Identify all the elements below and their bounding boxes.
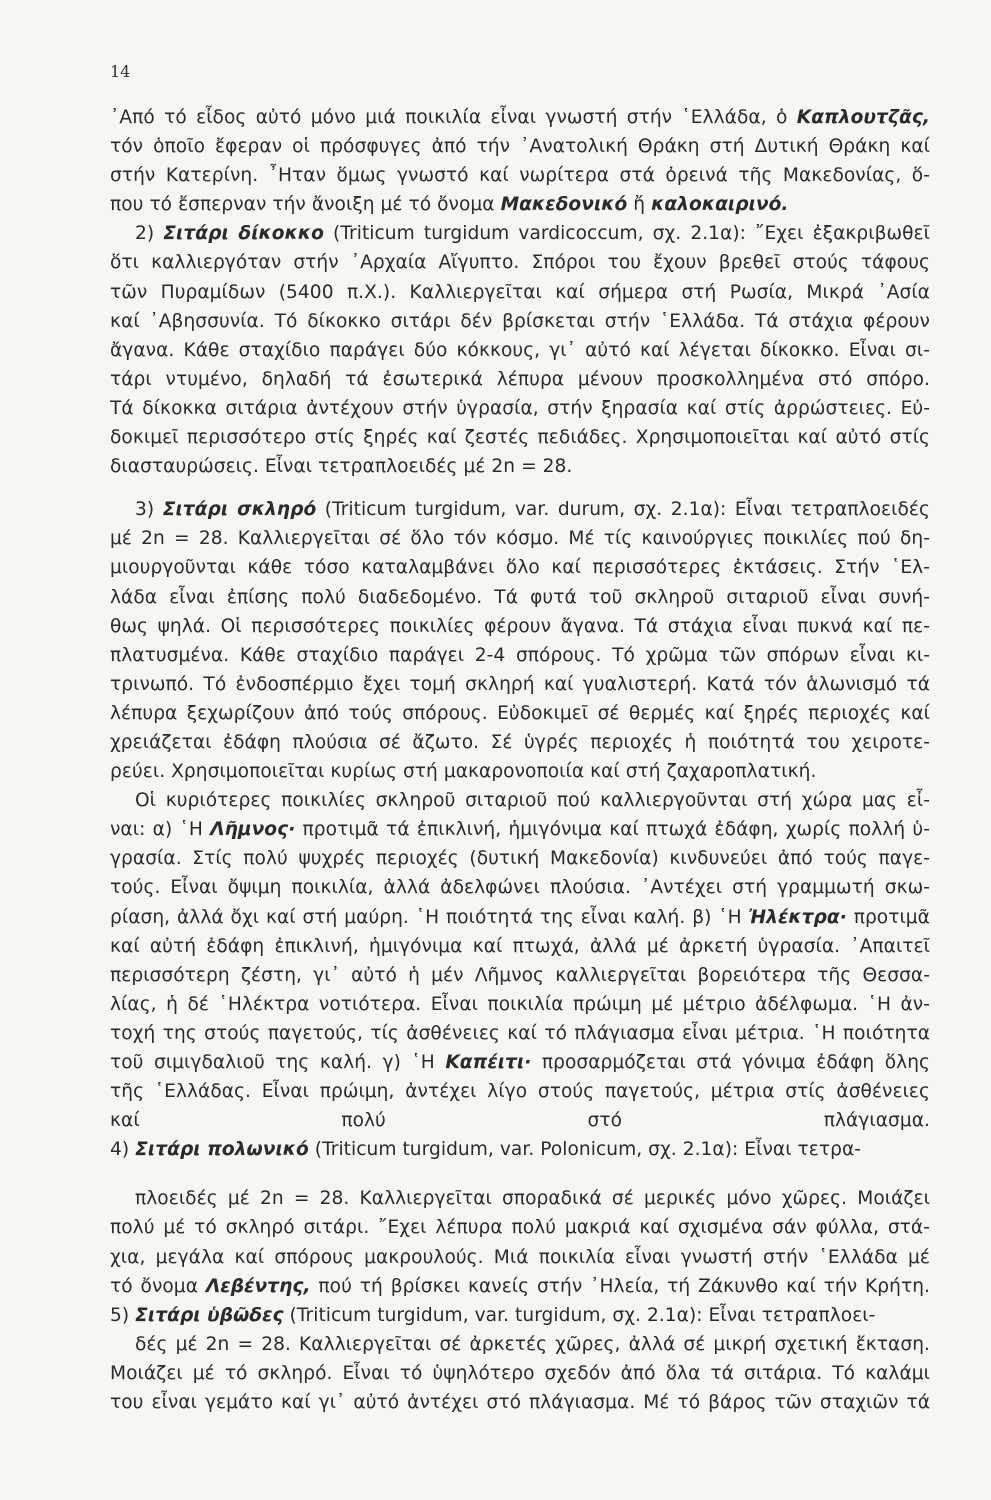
text-run: μιουργοῦνται κάθε τόσο καταλαμβάνει ὅλο καί περισσότερες ἐκτάσεις. Στήν ῾Ελ- <box>110 557 930 579</box>
variety-name: Λῆμνος· <box>210 819 296 841</box>
text-line <box>110 612 930 641</box>
text-line <box>110 932 930 961</box>
text-run: ἤ <box>627 194 652 216</box>
text-line <box>110 873 930 902</box>
variety-name: Καπλουτζᾶς, <box>796 107 930 128</box>
text-line <box>110 844 930 873</box>
text-run: 5) <box>110 1304 136 1326</box>
text-run: 3) <box>135 499 163 521</box>
text-run: τόν ὁποῖο ἔφεραν οἱ πρόσφυγες ἀπό τήν ᾽Ανατολική Θράκη στή Δυτική Θράκη καί <box>110 136 930 158</box>
text-run: ᾽Από τό εἶδος αὐτό μόνο μιά ποικιλία εἶναι γνωστή στήν ῾Ελλάδα, ὁ <box>110 107 797 128</box>
text-line <box>110 1184 930 1213</box>
text-line <box>110 1135 930 1164</box>
text-run: ναι: α) ῾Η <box>110 819 211 841</box>
text-run: 2) <box>135 223 164 245</box>
text-run: πλοειδές μέ 2n = 28. Καλλιεργεῖται σποραδικά σέ μερικές μόνο χῶρες. Μοιάζει <box>135 1188 930 1210</box>
text-line <box>110 452 930 481</box>
text-line <box>110 1019 930 1048</box>
text-line <box>110 1106 930 1135</box>
text-line <box>110 728 930 757</box>
text-line <box>110 132 930 161</box>
text-run: ρεύει. Χρησιμοποιεῖται κυρίως στή μακαρονοποιία καί στή ζαχαροπλατική. <box>110 761 817 783</box>
text-line <box>110 553 930 582</box>
text-run: προτιμᾶ τά ἐπικλινή, ἡμιγόνιμα καί πτωχά ἐδάφη, χωρίς πολλή ὑ- <box>295 819 930 841</box>
text-run: τῆς ῾Ελλάδας. Εἶναι πρώιμη, ἀντέχει λίγο στούς παγετούς, μέτρια στίς ἀσθένειες <box>110 1081 930 1103</box>
text-run: διασταυρώσεις. Εἶναι τετραπλοειδές μέ 2n = 28. <box>110 456 573 478</box>
text-line <box>110 248 930 277</box>
text-line <box>110 583 930 612</box>
text-run: προτιμᾶ <box>846 906 930 928</box>
text-run: καί αὐτή ἐδάφη ἐπικλινή, ἡμιγόνιμα καί πτωχά, ἀλλά μέ ἀρκετή ὑγρασία. ᾽Απαιτεῖ <box>110 935 930 957</box>
text-run: γρασία. Στίς πολύ ψυχρές περιοχές (δυτική Μακεδονία) κινδυνεύει ἀπό τούς παγε- <box>110 848 930 870</box>
text-line <box>110 495 930 524</box>
text-run: (Triticum turgidum, var. durum, σχ. 2.1α): Εἶναι τετραπλοειδές <box>316 499 930 521</box>
variety-name: Σιτάρι δίκοκκο <box>163 223 324 245</box>
text-run: λίας, ἡ δέ ῾Ηλέκτρα νοτιότερα. Εἶναι ποικιλία πρώιμη μέ μέτριο ἀδέλφωμα. ῾Η ἀν- <box>110 993 930 1015</box>
text-line <box>110 786 930 815</box>
text-run: ρίαση, ἀλλά ὄχι καί στή μαύρη. ῾Η ποιότητά της εἶναι καλή. β) ῾Η <box>110 906 749 928</box>
text-run: τάρι ντυμένο, δηλαδή τά ἐσωτερικά λέπυρα μένουν προσκολλημένα στό σπόρο. <box>110 368 930 390</box>
text-line <box>110 1301 930 1330</box>
text-run: μέ 2n = 28. Καλλιεργεῖται σέ ὅλο τόν κόσμο. Μέ τίς καινούργιες ποικιλίες πού δη- <box>110 528 930 550</box>
text-line <box>110 423 930 452</box>
text-run: (Triticum turgidum, var. turgidum, σχ. 2.1α): Εἶναι τετραπλοει- <box>283 1304 876 1326</box>
text-run: ἄγανα. Κάθε σταχίδιο παράγει δύο κόκκους, γι᾽ αὐτό καί λέγεται δίκοκκο. Εἶναι σι- <box>110 339 930 361</box>
page-number: 14 <box>110 62 131 81</box>
text-run: 4) <box>110 1139 136 1161</box>
text-line <box>110 1213 930 1242</box>
text-line <box>110 699 930 728</box>
text-line <box>110 307 930 336</box>
text-run: περισσότερη ζέστη, γι᾽ αὐτό ἡ μέν Λῆμνος καλλιεργεῖται βορειότερα τῆς Θεσσα- <box>110 964 930 986</box>
text-run: καί πολύ στό πλάγιασμα. <box>110 1110 930 1132</box>
text-run: δοκιμεῖ περισσότερο στίς ξηρές καί ζεστές πεδιάδες. Χρησιμοποιεῖται καί αὐτό στίς <box>110 427 930 449</box>
text-run: πού τή βρίσκει κανείς στήν ᾽Ηλεία, τή Ζάκυνθο καί τήν Κρήτη. <box>310 1275 930 1297</box>
text-line <box>110 219 930 248</box>
text-line <box>110 990 930 1019</box>
text-line <box>110 524 930 553</box>
text-run: (Triticum turgidum vardicoccum, σχ. 2.1α): ῎Εχει ἐξακριβωθεῖ <box>323 223 931 245</box>
variety-name: Σιτάρι πολωνικό <box>135 1139 309 1161</box>
text-run: (Triticum turgidum, var. Polonicum, σχ. 2.1α): Εἶναι τετρα- <box>308 1139 862 1161</box>
text-run: στήν Κατερίνη. ῏Ηταν ὅμως γνωστό καί νωρίτερα στά ὀρεινά τῆς Μακεδονίας, ὅ- <box>110 165 930 187</box>
text-line <box>110 903 930 932</box>
body-text <box>110 103 930 1417</box>
text-run: λάδα εἶναι ἐπίσης πολύ διαδεδομένο. Τά φυτά τοῦ σκληροῦ σιταριοῦ εἶναι συνή- <box>110 586 930 608</box>
variety-name: Λεβέντης, <box>205 1275 311 1297</box>
variety-name: Καπέιτι· <box>445 1052 532 1073</box>
text-line <box>110 278 930 307</box>
text-run: του εἶναι γεμάτο καί γι᾽ αὐτό ἀντέχει στό πλάγιασμα. Μέ τό βάρος τῶν σταχιῶν τά <box>110 1392 930 1414</box>
text-line <box>110 1243 930 1272</box>
text-run: τοῦ σιμιγδαλιοῦ της καλή. γ) ῾Η <box>110 1052 446 1073</box>
text-run: δές μέ 2n = 28. Καλλιεργεῖται σέ ἀρκετές χῶρες, ἀλλά σέ μικρή σχετική ἔκταση. <box>135 1333 930 1355</box>
variety-name: Σιτάρι σκληρό <box>162 499 317 521</box>
text-run: πολύ μέ τό σκληρό σιτάρι. ῎Εχει λέπυρα πολύ μακριά καί σχισμένα σάν φύλλα, στά- <box>110 1217 930 1239</box>
text-line <box>110 1388 930 1417</box>
variety-name: καλοκαιρινό. <box>651 194 789 216</box>
text-run: τό ὄνομα <box>110 1275 206 1297</box>
text-run: Τά δίκοκκα σιτάρια ἀντέχουν στήν ὑγρασία, στήν ξηρασία καί στίς ἀρρώστειες. Εὐ- <box>110 397 930 419</box>
text-line <box>110 1048 930 1077</box>
text-line <box>110 641 930 670</box>
variety-name: Σιτάρι ὑβῶδες <box>135 1304 284 1326</box>
text-run: ὅτι καλλιεργόταν στήν ᾽Αρχαία Αἴγυπτο. Σπόροι του ἔχουν βρεθεῖ στούς τάφους <box>110 252 930 274</box>
text-line <box>110 394 930 423</box>
text-line <box>110 190 930 219</box>
text-run: Μοιάζει μέ τό σκληρό. Εἶναι τό ὑψηλότερο σχεδόν ἀπό ὅλα τά σιτάρια. Τό καλάμι <box>110 1362 930 1384</box>
text-run: θως ψηλά. Οἱ περισσότερες ποικιλίες φέρουν ἄγανα. Τά στάχια εἶναι πυκνά καί πε- <box>110 615 930 637</box>
text-line <box>110 336 930 365</box>
text-run: πλατυσμένα. Κάθε σταχίδιο παράγει 2-4 σπόρους. Τό χρῶμα τῶν σπόρων εἶναι κι- <box>110 644 930 666</box>
text-line <box>110 103 930 132</box>
text-line <box>110 815 930 844</box>
text-run: τῶν Πυραμίδων (5400 π.Χ.). Καλλιεργεῖται καί σήμερα στή Ρωσία, Μικρά ᾽Ασία <box>110 281 930 303</box>
text-line <box>110 161 930 190</box>
text-run: χια, μεγάλα καί σπόρους μακρουλούς. Μιά ποικιλία εἶναι γνωστή στήν ῾Ελλάδα μέ <box>110 1246 930 1268</box>
text-line <box>110 670 930 699</box>
text-run: τοχή της στούς παγετούς, τίς ἀσθένειες καί τό πλάγιασμα εἶναι μέτρια. ῾Η ποιότητα <box>110 1022 930 1044</box>
text-run: προσαρμόζεται στά γόνιμα ἐδάφη ὅλης <box>531 1052 931 1073</box>
text-line <box>110 757 930 786</box>
text-line <box>110 1359 930 1388</box>
text-run: τρινωπό. Τό ἐνδοσπέρμιο ἔχει τομή σκληρή καί γυαλιστερή. Κατά τόν ἁλωνισμό τά <box>110 673 930 695</box>
text-line <box>110 1330 930 1359</box>
text-run: καί ᾽Αβησσυνία. Τό δίκοκκο σιτάρι δέν βρίσκεται στήν ῾Ελλάδα. Τά στάχια φέρουν <box>110 310 930 332</box>
text-line <box>110 365 930 394</box>
variety-name: Μακεδονικό <box>500 194 628 216</box>
variety-name: Ἠλέκτρα· <box>748 906 847 928</box>
text-run: χρειάζεται ἐδάφη πλούσια σέ ἄζωτο. Σέ ὑγρές περιοχές ἡ ποιότητά του χειροτε- <box>110 731 930 753</box>
text-line <box>110 1272 930 1301</box>
text-run: που τό ἔσπερναν τήν ἄνοιξη μέ τό ὄνομα <box>110 194 501 216</box>
text-run: λέπυρα ξεχωρίζουν ἀπό τούς σπόρους. Εὐδοκιμεῖ σέ θερμές καί ξηρές περιοχές καί <box>110 702 930 724</box>
text-run: τούς. Εἶναι ὄψιμη ποικιλία, ἀλλά ἀδελφώνει πλούσια. ᾽Αντέχει στή γραμμωτή σκω- <box>110 877 930 899</box>
text-run: Οἱ κυριότερες ποικιλίες σκληροῦ σιταριοῦ πού καλλιεργοῦνται στή χώρα μας εἶ- <box>135 790 930 812</box>
text-line <box>110 1077 930 1106</box>
text-line <box>110 961 930 990</box>
